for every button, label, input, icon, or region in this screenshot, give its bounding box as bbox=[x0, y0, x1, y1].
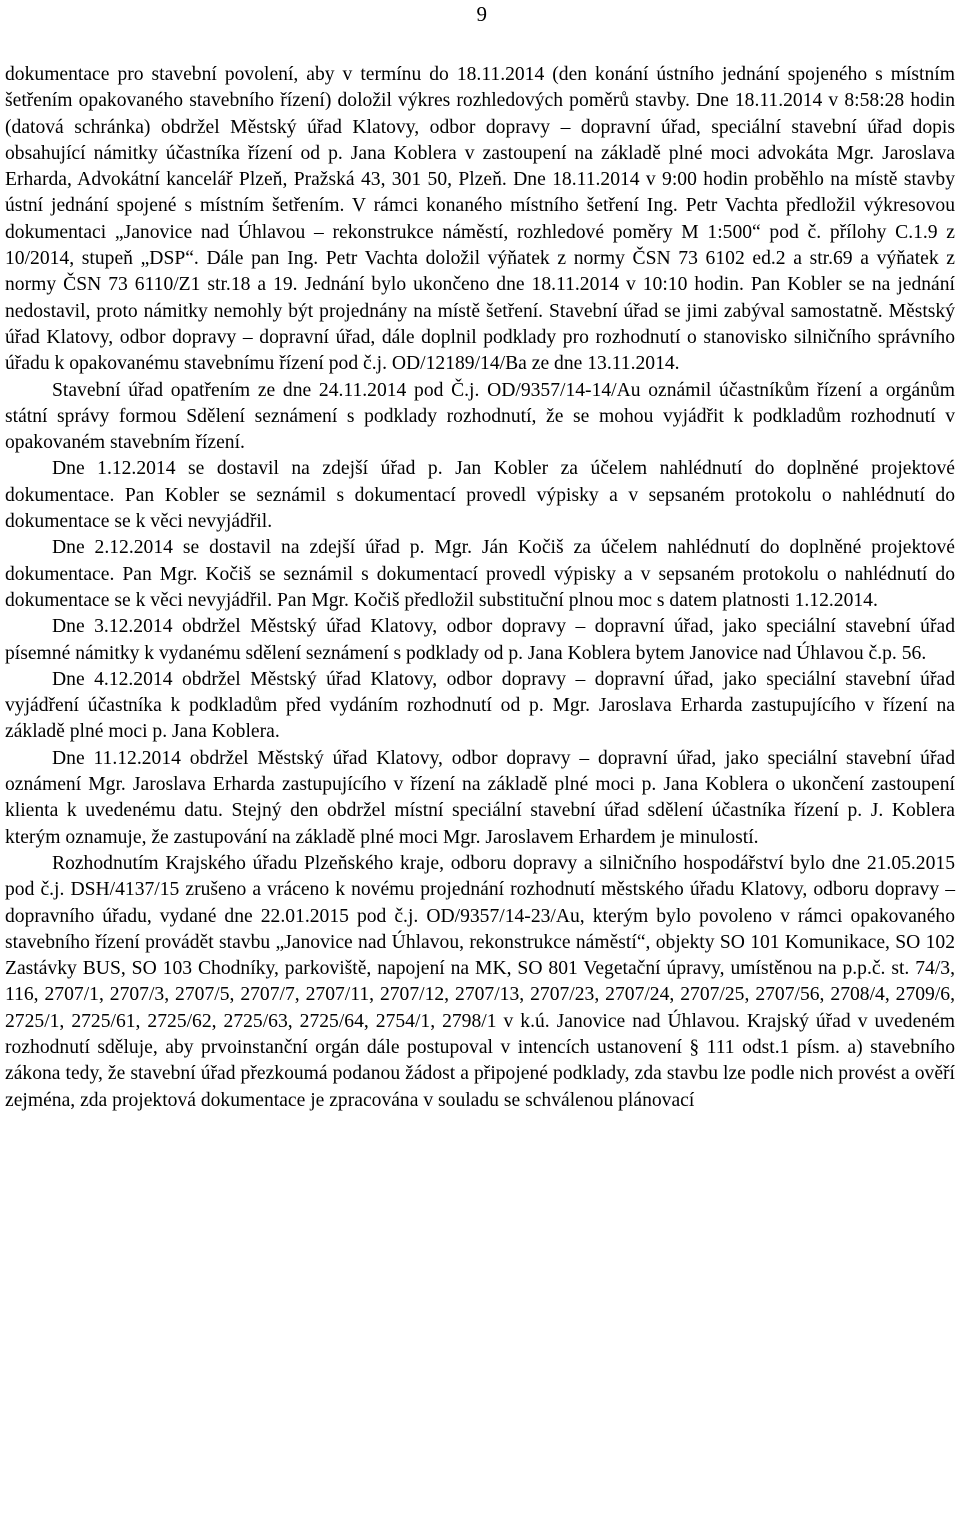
paragraph-statement-4-12: Dne 4.12.2014 obdržel Městský úřad Klatovy, odbor dopravy – dopravní úřad, jako speciální stavební úřad vyjádření účastníka k podkladům před vydáním rozhodnutí od p. Mgr. Jaroslava Erharda zastupujícího v řízení na základě plné moci p. Jana Koblera. bbox=[5, 668, 955, 743]
page-number: 9 bbox=[476, 2, 487, 26]
paragraph-objections-3-12: Dne 3.12.2014 obdržel Městský úřad Klatovy, odbor dopravy – dopravní úřad, jako speciální stavební úřad písemné námitky k vydanému sdělení seznámení s podklady od p. Jana Koblera bytem Janovice nad Úhlavou č.p. 56. bbox=[5, 616, 955, 664]
document-body bbox=[5, 62, 955, 1114]
paragraph-visit-2-12: Dne 2.12.2014 se dostavil na zdejší úřad p. Mgr. Ján Kočiš za účelem nahlédnutí do doplněné projektové dokumentace. Pan Mgr. Kočiš se seznámil s dokumentací provedl výpisky a v sepsaném protokolu o nahlédnutí do dokumentace se k věci nevyjádřil. Pan Mgr. Kočiš předložil substituční plnou moc s datem platnosti 1.12.2014. bbox=[5, 537, 955, 611]
paragraph-visit-1-12: Dne 1.12.2014 se dostavil na zdejší úřad p. Jan Kobler za účelem nahlédnutí do doplněné projektové dokumentace. Pan Kobler se seznámil s dokumentací provedl výpisky a v sepsaném protokolu o nahlédnutí do dokumentace se k věci nevyjádřil. bbox=[5, 458, 955, 533]
paragraph-notice-11-12: Dne 11.12.2014 obdržel Městský úřad Klatovy, odbor dopravy – dopravní úřad, jako speciální stavební úřad oznámení Mgr. Jaroslava Erharda zastupujícího v řízení na základě plné moci p. Jana Koblera o ukončení zastoupení klienta k uvedenému datu. Stejný den obdržel místní speciální stavební úřad sdělení účastníka řízení p. J. Koblera kterým oznamuje, že zastupování na základě plné moci Mgr. Jaroslavem Erhardem je minulostí. bbox=[5, 747, 955, 848]
paragraph-continuation: dokumentace pro stavební povolení, aby v termínu do 18.11.2014 (den konání ústního jednání spojeného s místním šetřením opakovaného stavebního řízení) doložil výkres rozhledových poměrů stavby. Dne 18.11.2014 v 8:58:28 hodin (datová schránka) obdržel Městský úřad Klatovy, odbor dopravy – dopravní úřad, speciální stavební úřad dopis obsahující námitky účastníka řízení od p. Jana Koblera v zastoupení na základě plné moci advokáta Mgr. Jaroslava Erharda, Advokátní kancelář Plzeň, Pražská 43, 301 50, Plzeň. Dne 18.11.2014 v 9:00 hodin proběhlo na místě stavby ústní jednání spojené s místním šetřením. V rámci konaného místního šetření Ing. Petr Vachta předložil výkresovou dokumentaci „Janovice nad Úhlavou – rekonstrukce náměstí, rozhledové poměry M 1:500“ pod č. přílohy C.1.9 z 10/2014, stupeň „DSP“. Dále pan Ing. Petr Vachta doložil výňatek z normy ČSN 73 6102 ed.2 a str.69 a výňatek z normy ČSN 73 6110/Z1 str.18 a 19. Jednání bylo ukončeno dne 18.11.2014 v 10:10 hodin. Pan Kobler se na jednání nedostavil, proto námitky nemohly být projednány na místě šetření. Stavební úřad se jimi zabýval samostatně. Městský úřad Klatovy, odbor dopravy – dopravní úřad, dále doplnil podklady pro rozhodnutí o stanovisko silničního správního úřadu k opakovanému stavebnímu řízení pod č.j. OD/12189/14/Ba ze dne 13.11.2014. bbox=[5, 64, 955, 375]
paragraph-regional-decision: Rozhodnutím Krajského úřadu Plzeňského kraje, odboru dopravy a silničního hospodářství bylo dne 21.05.2015 pod č.j. DSH/4137/15 zrušeno a vráceno k novému projednání rozhodnutí městského úřadu Klatovy, odboru dopravy – dopravního úřadu, vydané dne 22.01.2015 pod č.j. OD/9357/14-23/Au, kterým bylo povoleno v rámci opakovaného stavebního řízení provádět stavbu „Janovice nad Úhlavou, rekonstrukce náměstí“, objekty SO 101 Komunikace, SO 102 Zastávky BUS, SO 103 Chodníky, parkoviště, napojení na MK, SO 801 Vegetační úpravy, umístěnou na p.p.č. st. 74/3, 116, 2707/1, 2707/3, 2707/5, 2707/7, 2707/11, 2707/12, 2707/13, 2707/23, 2707/24, 2707/25, 2707/56, 2708/4, 2709/6, 2725/1, 2725/61, 2725/62, 2725/63, 2725/64, 2754/1, 2798/1 v k.ú. Janovice nad Úhlavou. Krajský úřad v uvedeném rozhodnutí sděluje, aby prvoinstanční orgán dále postupoval v intencích ustanovení § 111 odst.1 písm. a) stavebního zákona tedy, že stavební úřad přezkoumá podanou žádost a připojené podklady, zda stavbu lze podle nich provést a ověří zejména, zda projektová dokumentace je zpracována v souladu se schválenou plánovací bbox=[5, 852, 955, 1111]
paragraph-notice-24-11: Stavební úřad opatřením ze dne 24.11.2014 pod Č.j. OD/9357/14-14/Au oznámil účastníkům řízení a orgánům státní správy formou Sdělení seznámení s podklady rozhodnutí, že se mohou vyjádřit k podkladům rozhodnutí v opakovaném stavebním řízení. bbox=[5, 379, 955, 454]
